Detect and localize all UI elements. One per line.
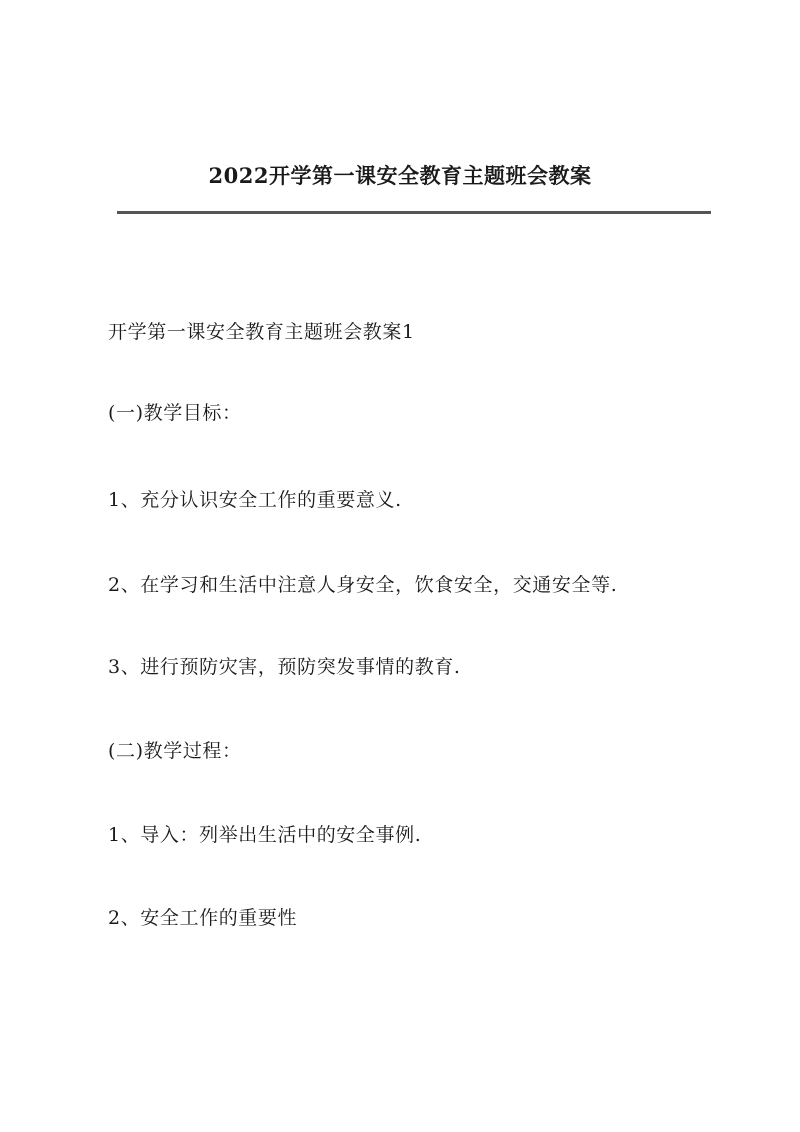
- document-title: 2022开学第一课安全教育主题班会教案: [208, 163, 592, 188]
- section-teaching-goals: (一)教学目标：: [108, 402, 242, 424]
- paragraph-heading: 开学第一课安全教育主题班会教案1: [108, 321, 415, 343]
- goal-item-1: 1、充分认识安全工作的重要意义.: [108, 489, 402, 511]
- process-item-1: 1、导入：列举出生活中的安全事例.: [108, 824, 422, 846]
- process-item-2: 2、安全工作的重要性: [108, 907, 298, 929]
- section-teaching-process: (二)教学过程：: [108, 740, 242, 762]
- goal-item-2: 2、在学习和生活中注意人身安全，饮食安全，交通安全等.: [108, 574, 618, 596]
- title-underline: [117, 211, 711, 214]
- goal-item-3: 3、进行预防灾害，预防突发事情的教育.: [108, 656, 461, 678]
